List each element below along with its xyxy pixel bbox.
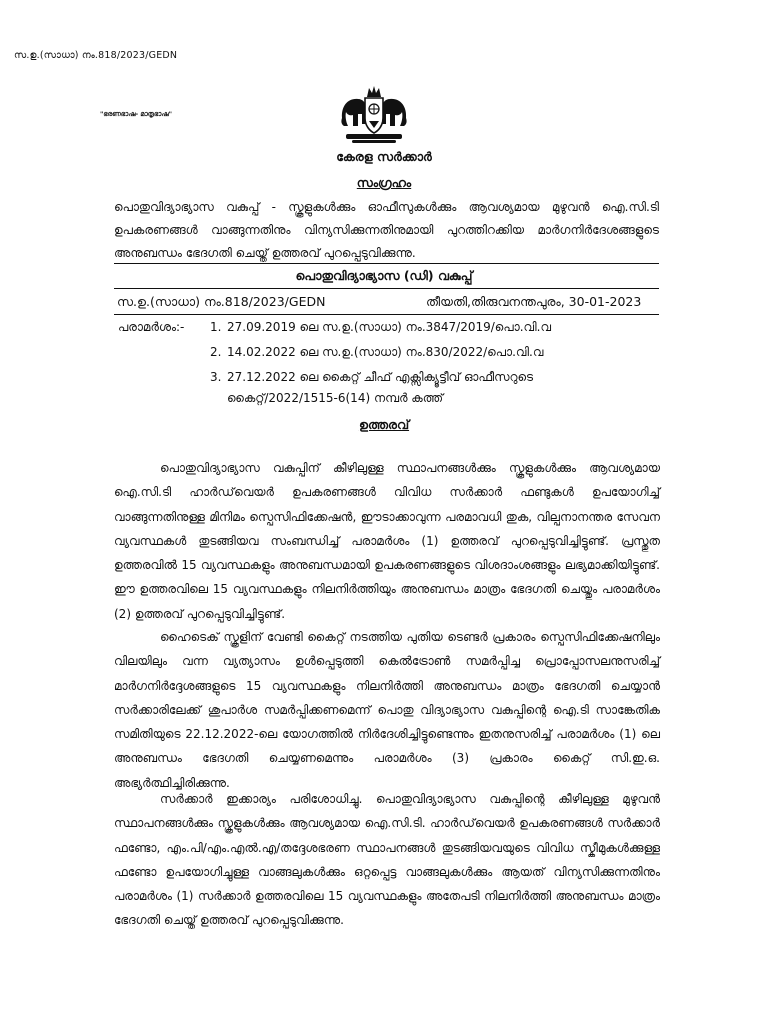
order-paragraph-1 — [114, 456, 660, 626]
order-date: തീയതി,തിരുവനന്തപുരം, 30-01-2023 — [426, 294, 642, 309]
reference-item — [210, 345, 543, 360]
reference-item — [210, 370, 533, 385]
reference-item-continuation: കൈറ്റ്/2022/1515-6(14) നമ്പർ കത്ത് — [227, 391, 444, 405]
subject-text: പൊതുവിദ്യാഭ്യാസ വകുപ്പ് - സ്കൂളുകൾക്കും ഓഫീസുകൾക്കും ആവശ്യമായ മുഴുവൻ ഐ.സി.ടി ഉപകരണങ്ങൾ വാങ്ങുന്നതിനും വിന്യസിക്കുന്നതിനുമായി പുറത്തിറക്കിയ മാർഗനിർദേശങ്ങളുടെ അനുബന്ധം ഭേദഗതി ചെയ്ത് ഉത്തരവ് പുറപ്പെടുവിക്കുന്നു. — [114, 200, 659, 260]
order-number: സ.ഉ.(സാധാ) നം.818/2023/GEDN — [117, 294, 326, 309]
reference-number: 1. — [210, 320, 222, 334]
divider-bottom — [114, 314, 659, 315]
reference-item — [210, 320, 551, 335]
reference-text: 14.02.2022 ലെ സ.ഉ.(സാധാ) നം.830/2022/പൊ.വി.വ — [227, 345, 544, 359]
government-title: കേരള സർക്കാർ — [336, 149, 432, 164]
order-heading: ഉത്തരവ് — [358, 417, 410, 432]
paragraph-text: ഹൈടെക് സ്കൂളിന് വേണ്ടി കൈറ്റ് നടത്തിയ പുതിയ ടെണ്ടർ പ്രകാരം സ്പെസിഫിക്കേഷനിലും വിലയിലും വന്ന വ്യത്യാസം ഉൾപ്പെടുത്തി കെൽട്രോൺ സമർപ്പിച്ച പ്രൊപ്പോസലനുസരിച്ച് മാർഗനിർദ്ദേശങ്ങളുടെ 15 വ്യവസ്ഥകളും നിലനിർത്തി അനുബന്ധം മാത്രം ഭേദഗതി ചെയ്യാൻ സർക്കാരിലേക്ക് ശുപാർശ സമർപ്പിക്കണമെന്ന് പൊതു വിദ്യാഭ്യാസ വകുപ്പിന്റെ ഐ.ടി സാങ്കേതിക സമിതിയുടെ 22.12.2022-ലെ യോഗത്തിൽ നിർദേശിച്ചിട്ടുണ്ടെന്നും ഇതനുസരിച്ച് പരാമർശം (1) ലെ അനുബന്ധം ഭേദഗതി ചെയ്യണമെന്നും പരാമർശം (3) പ്രകാരം കൈറ്റ് സി.ഇ.ഒ. അഭ്യർത്ഥിച്ചിരിക്കുന്നു. — [114, 630, 660, 790]
summary-heading: സംഗ്രഹം — [356, 175, 412, 190]
reference-text: 27.12.2022 ലെ കൈറ്റ് ചീഫ് എക്സിക്യൂട്ടീവ് ഓഫീസറുടെ — [227, 370, 534, 384]
department-name: പൊതുവിദ്യാഭ്യാസ (ഡി) വകുപ്പ് — [295, 268, 473, 283]
reference-text: 27.09.2019 ലെ സ.ഉ.(സാധാ) നം.3847/2019/പൊ.വി.വ — [227, 320, 552, 334]
reference-number: 3. — [210, 370, 222, 384]
divider-mid — [114, 288, 659, 289]
references-label: പരാമർശം:- — [118, 320, 185, 334]
paragraph-text: സർക്കാർ ഇക്കാര്യം പരിശോധിച്ചു. പൊതുവിദ്യാഭ്യാസ വകുപ്പിന്റെ കീഴിലുള്ള മുഴുവൻ സ്ഥാപനങ്ങൾക്കും സ്കൂളുകൾക്കും ആവശ്യമായ ഐ.സി.ടി. ഹാർഡ്‌വെയർ ഉപകരണങ്ങൾ സർക്കാർ ഫണ്ടോ, എം.പി/എം.എൽ.എ/തദ്ദേശഭരണ സ്ഥാപനങ്ങൾ തുടങ്ങിയവയുടെ വിവിധ സ്കീമുകൾക്കുള്ള ഫണ്ടോ ഉപയോഗിച്ചുള്ള വാങ്ങലുകൾക്കും ഒറ്റപ്പെട്ട വാങ്ങലുകൾക്കും ആയത് വിന്യസിക്കുന്നതിനും പരാമർശം (1) സർക്കാർ ഉത്തരവിലെ 15 വ്യവസ്ഥകളും അതേപടി നിലനിർത്തി അനുബന്ധം മാത്രം ഭേദഗതി ചെയ്ത് ഉത്തരവ് പുറപ്പെടുവിക്കുന്നു. — [114, 792, 660, 928]
order-paragraph-3 — [114, 787, 660, 933]
paragraph-text: പൊതുവിദ്യാഭ്യാസ വകുപ്പിന് കീഴിലുള്ള സ്ഥാപനങ്ങൾക്കും സ്കൂളുകൾക്കും ആവശ്യമായ ഐ.സി.ടി ഹാർഡ്‌വെയർ ഉപകരണങ്ങൾ വിവിധ സർക്കാർ ഫണ്ടുകൾ ഉപയോഗിച്ച് വാങ്ങുന്നതിനുള്ള മിനിമം സ്പെസിഫിക്കേഷൻ, ഈടാക്കാവുന്ന പരമാവധി തുക, വില്പനാനന്തര സേവന വ്യവസ്ഥകൾ തുടങ്ങിയവ സംബന്ധിച്ച് പരാമർശം (1) ഉത്തരവ് പുറപ്പെടുവിച്ചിട്ടുണ്ട്. പ്രസ്തുത ഉത്തരവിൽ 15 വ്യവസ്ഥകളും അനുബന്ധമായി ഉപകരണങ്ങളുടെ വിശദാംശങ്ങളും ലഭ്യമാക്കിയിട്ടുണ്ട്. ഈ ഉത്തരവിലെ 15 വ്യവസ്ഥകളും നിലനിർത്തിയും അനുബന്ധം മാത്രം ഭേദഗതി ചെയ്തും പരാമർശം (2) ഉത്തരവ് പുറപ്പെടുവിച്ചിട്ടുണ്ട്. — [114, 461, 660, 621]
document-reference-number: സ.ഉ.(സാധാ) നം.818/2023/GEDN — [14, 50, 178, 61]
language-motto: "ഭരണഭാഷ- മാതൃഭാഷ" — [100, 110, 172, 118]
order-paragraph-2 — [114, 625, 660, 795]
kerala-state-emblem-icon — [338, 84, 410, 146]
reference-number: 2. — [210, 345, 222, 359]
divider-top — [114, 263, 659, 264]
